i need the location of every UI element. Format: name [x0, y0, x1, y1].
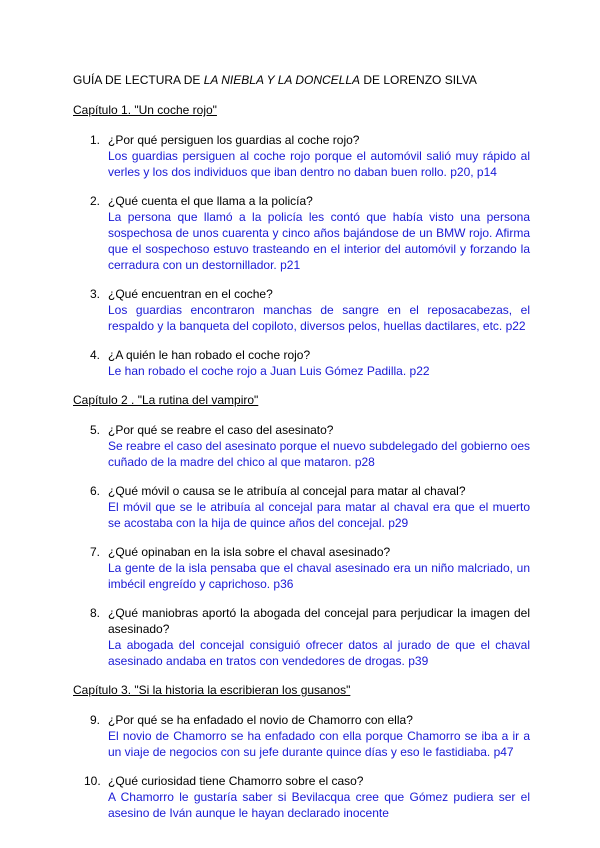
question-item [73, 193, 530, 273]
title-suffix: DE LORENZO SILVA [360, 73, 477, 87]
chapter-section [73, 682, 530, 821]
document-title [73, 72, 530, 88]
answer-text: Los guardias encontraron manchas de sangre en el reposacabezas, el respaldo y la banqueta del copiloto, diversos pelos, huellas dactilares, etc. p22 [108, 303, 530, 333]
question-text: ¿Qué opinaban en la isla sobre el chaval asesinado? [108, 545, 391, 559]
title-prefix: GUÍA DE LECTURA DE [73, 73, 204, 87]
question-text: ¿Qué móvil o causa se le atribuía al concejal para matar al chaval? [108, 484, 466, 498]
question-text: ¿Qué curiosidad tiene Chamorro sobre el caso? [108, 774, 364, 788]
answer-text: La persona que llamó a la policía les contó que había visto una persona sospechosa de unos cuarenta y cinco años bajándose de un BMW rojo. Afirma que el sospechoso estuvo trasteando en el interior del automóvil y forzando la cerradura con un destornillador. p21 [108, 210, 530, 272]
question-list [73, 422, 530, 669]
question-text: ¿Qué maniobras aportó la abogada del concejal para perjudicar la imagen del asesinado? [108, 606, 530, 636]
question-list [73, 132, 530, 379]
chapter-heading: Capítulo 2 . "La rutina del vampiro" [73, 393, 259, 407]
question-item [73, 773, 530, 821]
answer-text: Se reabre el caso del asesinato porque el nuevo subdelegado del gobierno oes cuñado de la madre del chico al que mataron. p28 [108, 439, 530, 469]
question-number: 4. [90, 348, 101, 362]
question-number: 1. [90, 133, 101, 147]
title-book: LA NIEBLA Y LA DONCELLA [203, 73, 361, 87]
question-number: 8. [90, 606, 101, 620]
question-number: 10. [84, 774, 101, 788]
answer-text: La abogada del concejal consiguió ofrecer datos al jurado de que el chaval asesinado andaba en tratos con vendedores de drogas. p39 [108, 638, 530, 668]
chapter-section [73, 102, 530, 379]
answer-text: El novio de Chamorro se ha enfadado con ella porque Chamorro se iba a ir a un viaje de negocios con su jefe durante quince días y eso le fastidiaba. p47 [108, 729, 530, 759]
question-text: ¿Qué cuenta el que llama a la policía? [108, 194, 313, 208]
question-item [73, 483, 530, 531]
question-item [73, 347, 530, 379]
question-text: ¿Por qué se reabre el caso del asesinato? [108, 423, 334, 437]
question-number: 3. [90, 287, 101, 301]
question-item [73, 132, 530, 180]
chapter-section [73, 392, 530, 669]
question-number: 7. [90, 545, 101, 559]
question-item [73, 544, 530, 592]
question-list [73, 712, 530, 821]
answer-text: Le han robado el coche rojo a Juan Luis Gómez Padilla. p22 [108, 364, 430, 378]
question-text: ¿Por qué persiguen los guardias al coche rojo? [108, 133, 360, 147]
answer-text: La gente de la isla pensaba que el chaval asesinado era un niño malcriado, un imbécil engreído y caprichoso. p36 [108, 561, 530, 591]
chapter-heading: Capítulo 1. "Un coche rojo" [73, 103, 217, 117]
question-item [73, 712, 530, 760]
question-number: 9. [90, 713, 101, 727]
answer-text: A Chamorro le gustaría saber si Bevilacqua cree que Gómez pudiera ser el asesino de Iván aunque le hayan declarado inocente [108, 790, 530, 820]
question-text: ¿Qué encuentran en el coche? [108, 287, 273, 301]
question-item [73, 422, 530, 470]
question-number: 6. [90, 484, 101, 498]
chapter-heading: Capítulo 3. "Si la historia la escribieran los gusanos" [73, 683, 351, 697]
question-item [73, 286, 530, 334]
answer-text: El móvil que se le atribuía al concejal para matar al chaval era que el muerto se acostaba con la hija de quince años del concejal. p29 [108, 500, 530, 530]
question-number: 2. [90, 194, 101, 208]
question-text: ¿Por qué se ha enfadado el novio de Chamorro con ella? [108, 713, 413, 727]
answer-text: Los guardias persiguen al coche rojo porque el automóvil salió muy rápido al verles y los dos individuos que iban dentro no daban buen rollo. p20, p14 [108, 149, 530, 179]
question-text: ¿A quién le han robado el coche rojo? [108, 348, 311, 362]
question-number: 5. [90, 423, 101, 437]
question-item [73, 605, 530, 669]
